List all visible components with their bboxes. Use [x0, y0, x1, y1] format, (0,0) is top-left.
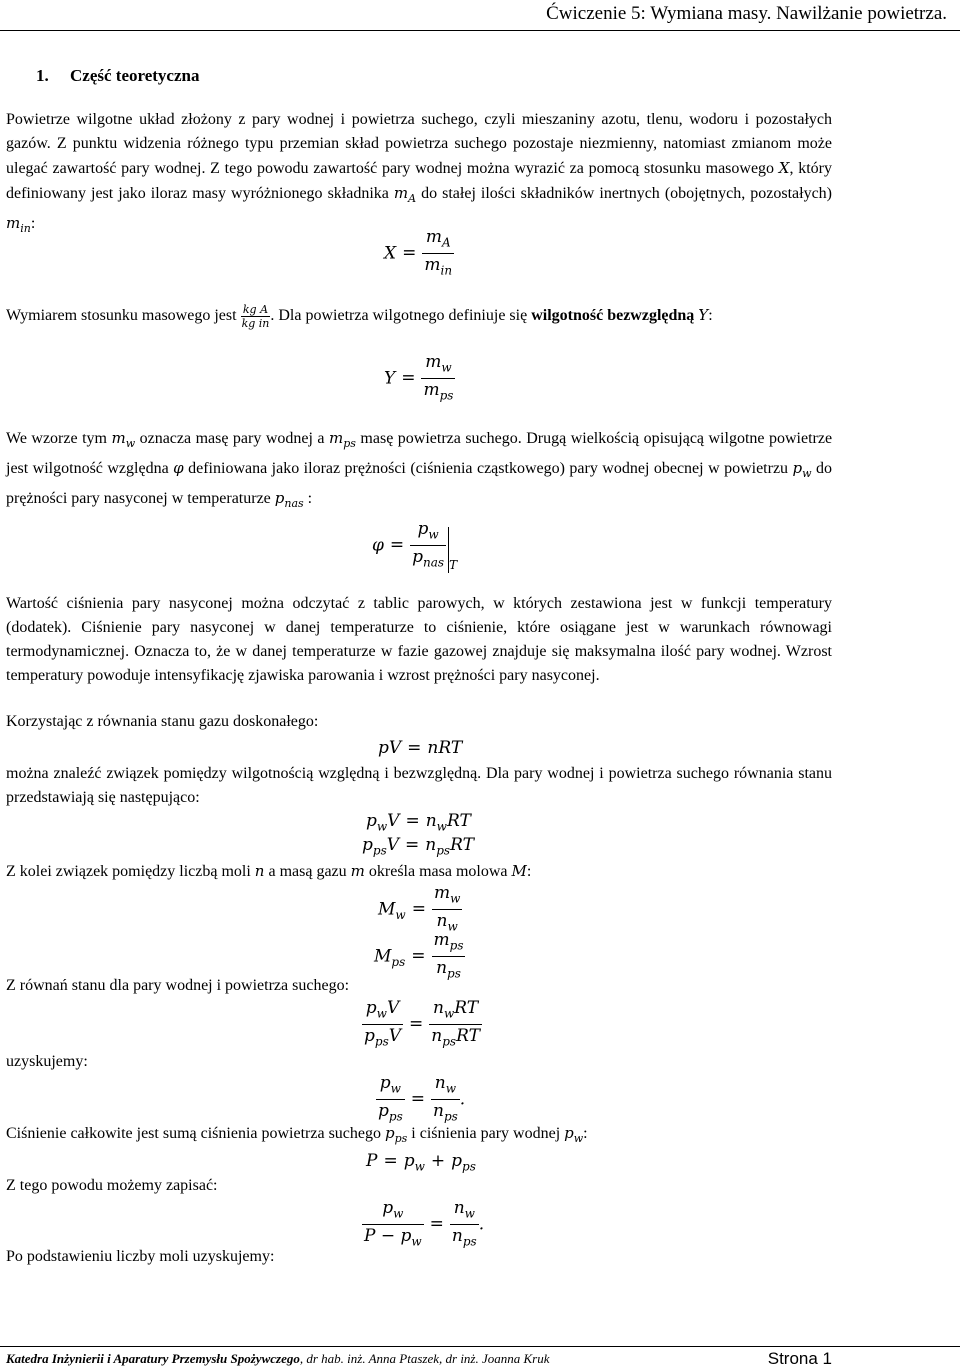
section-heading: [36, 66, 199, 86]
equation-pressure-mole-ratio: $\frac{p_w}{p_{ps}}$ = $\frac{n_w}{n_{ps}}$ .: [378, 1073, 466, 1124]
section-number: 1.: [36, 66, 49, 85]
paragraph-11: Z tego powodu możemy zapisać:: [6, 1177, 218, 1194]
equation-ideal-gas: pV = nRT: [378, 738, 463, 758]
header-divider: [0, 30, 960, 31]
paragraph-5: Korzystając z równania stanu gazu doskonałego:: [6, 713, 319, 730]
equation-mass-ratio: X = $\frac{m_A}{m_{in}}$: [384, 227, 453, 278]
equation-molar-mass-water: $M_w$ = $\frac{m_w}{n_w}$: [378, 883, 461, 934]
paragraph-9: uzyskujemy:: [6, 1053, 88, 1070]
paragraph-7: Z kolei związek pomiędzy liczbą moli n a masą gazu m określa masa molowa M:: [6, 862, 532, 880]
equation-molar-mass-air: $M_{ps}$ = $\frac{m_{ps}}{n_{ps}}$: [374, 930, 464, 981]
paragraph-10: Ciśnienie całkowite jest sumą ciśnienia powietrza suchego $p_{ps}$ i ciśnienia pary wodnej $p_w$:: [6, 1124, 588, 1145]
equation-relative-humidity: φ = $\frac{p_w}{p_{nas}}$ $_T$: [372, 519, 458, 572]
paragraph-6: można znaleźć związek pomiędzy wilgotnością względną i bezwzględną. Dla pary wodnej i powietrza suchego równania stanu przedstawiają się następująco:: [6, 765, 832, 806]
footer-divider: [0, 1346, 960, 1347]
footer-affiliation: Katedra Inżynierii i Aparatury Przemysłu Spożywczego, dr hab. inż. Anna Ptaszek, dr inż. Joanna Kruk: [6, 1351, 550, 1366]
equation-water-vapor-state: $p_wV = n_wRT$: [366, 811, 471, 834]
page-header-title: Ćwiczenie 5: Wymiana masy. Nawilżanie powietrza.: [546, 3, 947, 24]
paragraph-1: Powietrze wilgotne układ złożony z pary wodnej i powietrza suchego, czyli mieszaniny azotu, tlenu, wodoru i pozostałych gazów. Z punktu widzenia różnego typu przemian skład powietrza suchego pozostaje niezmienny, natomiast zmianom może ulegać zawartość pary wodnej. Z tego powodu zawartość pary wodnej można wyrazić za pomocą stosunku masowego X, który definiowany jest jako iloraz masy wyróżnionego składnika $m_A$ do stałej ilości składników inertnych (obojętnych, pozostałych) $m_{in}$:: [6, 111, 832, 235]
equation-absolute-humidity: Y = $\frac{m_w}{m_{ps}}$: [384, 352, 454, 403]
equation-total-pressure: $P = p_w + p_{ps}$: [366, 1151, 476, 1174]
paragraph-3: We wzorze tym $m_w$ oznacza masę pary wodnej a $m_{ps}$ masę powietrza suchego. Drugą wielkością opisującą wilgotne powietrze jest wilgotność względna φ definiowana jako iloraz prężności (ciśnienia cząstkowego) pary wodnej obecnej w powietrzu $p_w$ do prężności pary nasyconej w temperaturze $p_{nas}$ :: [6, 429, 833, 510]
section-title: Część teoretyczna: [70, 66, 200, 85]
equation-substituted-ratio: $\frac{p_w}{P - p_w}$ = $\frac{n_w}{n_{ps}}$ .: [364, 1198, 485, 1249]
paragraph-2: Wymiarem stosunku masowego jest $\frac{\text{kg A}}{\text{kg in}}$ . Dla powietrza wilgotnego definiuje się wilgotność bezwzględną Y:: [6, 303, 713, 330]
paragraph-8: Z równań stanu dla pary wodnej i powietrza suchego:: [6, 977, 350, 994]
equation-dry-air-state: $p_{ps}V = n_{ps}RT$: [362, 835, 474, 858]
equation-state-ratio: $\frac{p_wV}{p_{ps}V}$ = $\frac{n_wRT}{n_{ps}RT}$: [364, 998, 480, 1049]
paragraph-12: Po podstawieniu liczby moli uzyskujemy:: [6, 1248, 275, 1265]
paragraph-4: Wartość ciśnienia pary nasyconej można odczytać z tablic parowych, w których zestawiona jest w funkcji temperatury (dodatek). Ciśnienie pary nasyconej w danej temperaturze to ciśnienie, które osiągane jest w warunkach równowagi termodynamicznej. Oznacza to, że w danej temperaturze w fazie gazowej znajduje się maksymalna ilość pary wodnej. Wzrost temperatury powoduje intensyfikację zjawiska parowania i wzrost prężności pary nasyconej.: [6, 595, 832, 684]
page-number: Strona 1: [767, 1349, 832, 1368]
